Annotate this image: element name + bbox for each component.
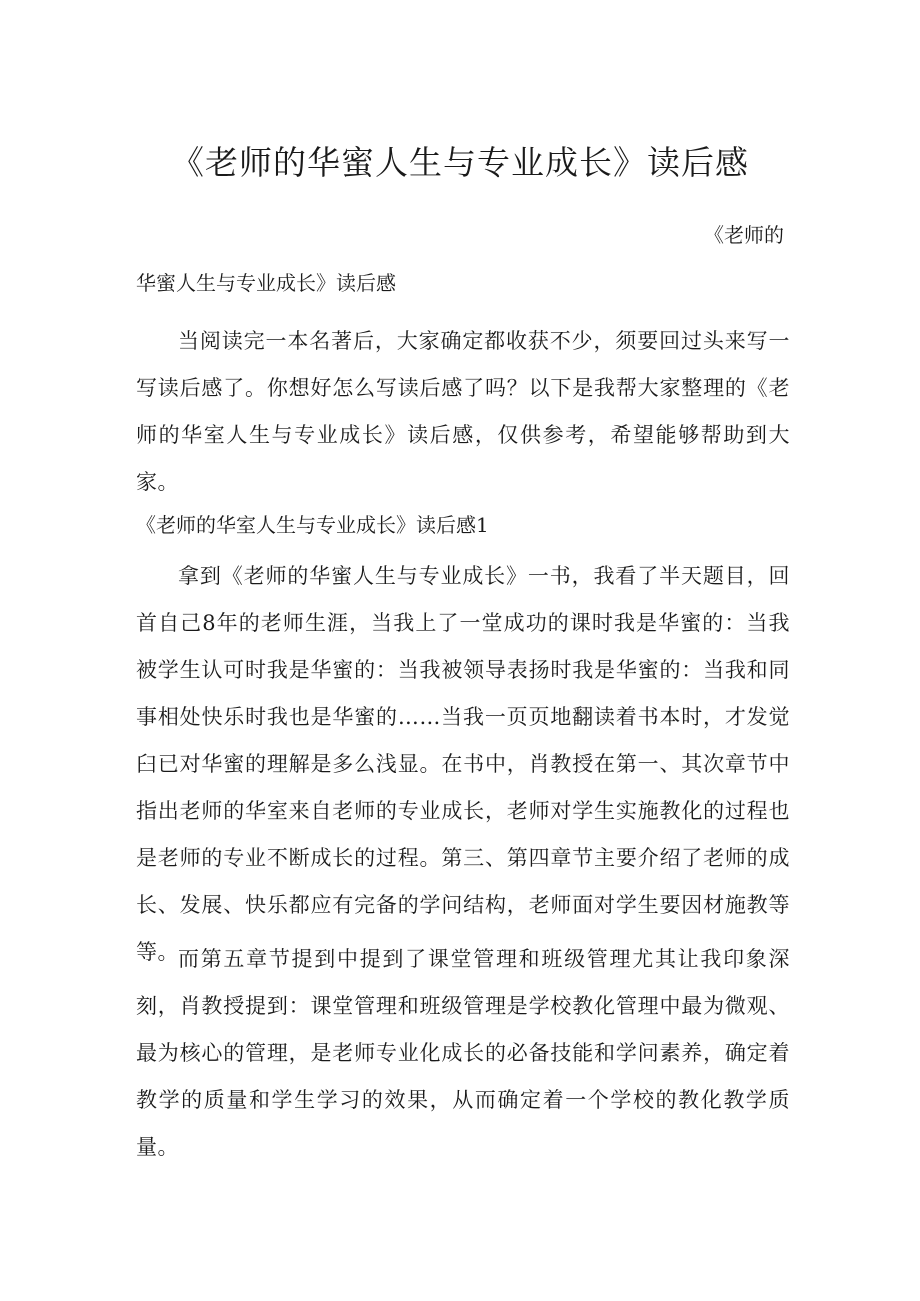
subtitle-line-2: 华蜜人生与专业成长》读后感 [136,271,396,295]
document-title: 《老师的华蜜人生与专业成长》读后感 [171,143,749,182]
body-paragraph-2: 而第五章节提到中提到了课堂管理和班级管理尤其让我印象深刻，肖教授提到：课堂管理和班级管理是学校教化管理中最为微观、最为核心的管理，是老师专业化成长的必备技能和学问素养，确定着教学的质量和学生学习的效果，从而确定着一个学校的教化教学质量。 [136,947,790,1159]
body-paragraph-1: 拿到《老师的华蜜人生与专业成长》一书，我看了半天题目，回首自己8年的老师生涯，当我上了一堂成功的课时我是华蜜的：当我被学生认可时我是华蜜的：当我被领导表扬时我是华蜜的：当我和同事相处快乐时我也是华蜜的……当我一页页地翻读着书本时，才发觉臼已对华蜜的理解是多么浅显。在书中，肖教授在第一、其次章节中指出老师的华室来自老师的专业成长，老师对学生实施教化的过程也是老师的专业不断成长的过程。第三、第四章节主要介绍了老师的成长、发展、快乐都应有完备的学问结构，老师面对学生要因材施教等等。 [136,564,790,964]
subtitle-line-1: 《老师的 [704,223,784,247]
section-heading: 《老师的华室人生与专业成长》读后感1 [136,513,489,537]
intro-paragraph: 当阅读完一本名著后，大家确定都收获不少，须要回过头来写一写读后感了。你想好怎么写读后感了吗？以下是我帮大家整理的《老师的华室人生与专业成长》读后感，仅供参考，希望能够帮助到大家。 [136,329,790,494]
